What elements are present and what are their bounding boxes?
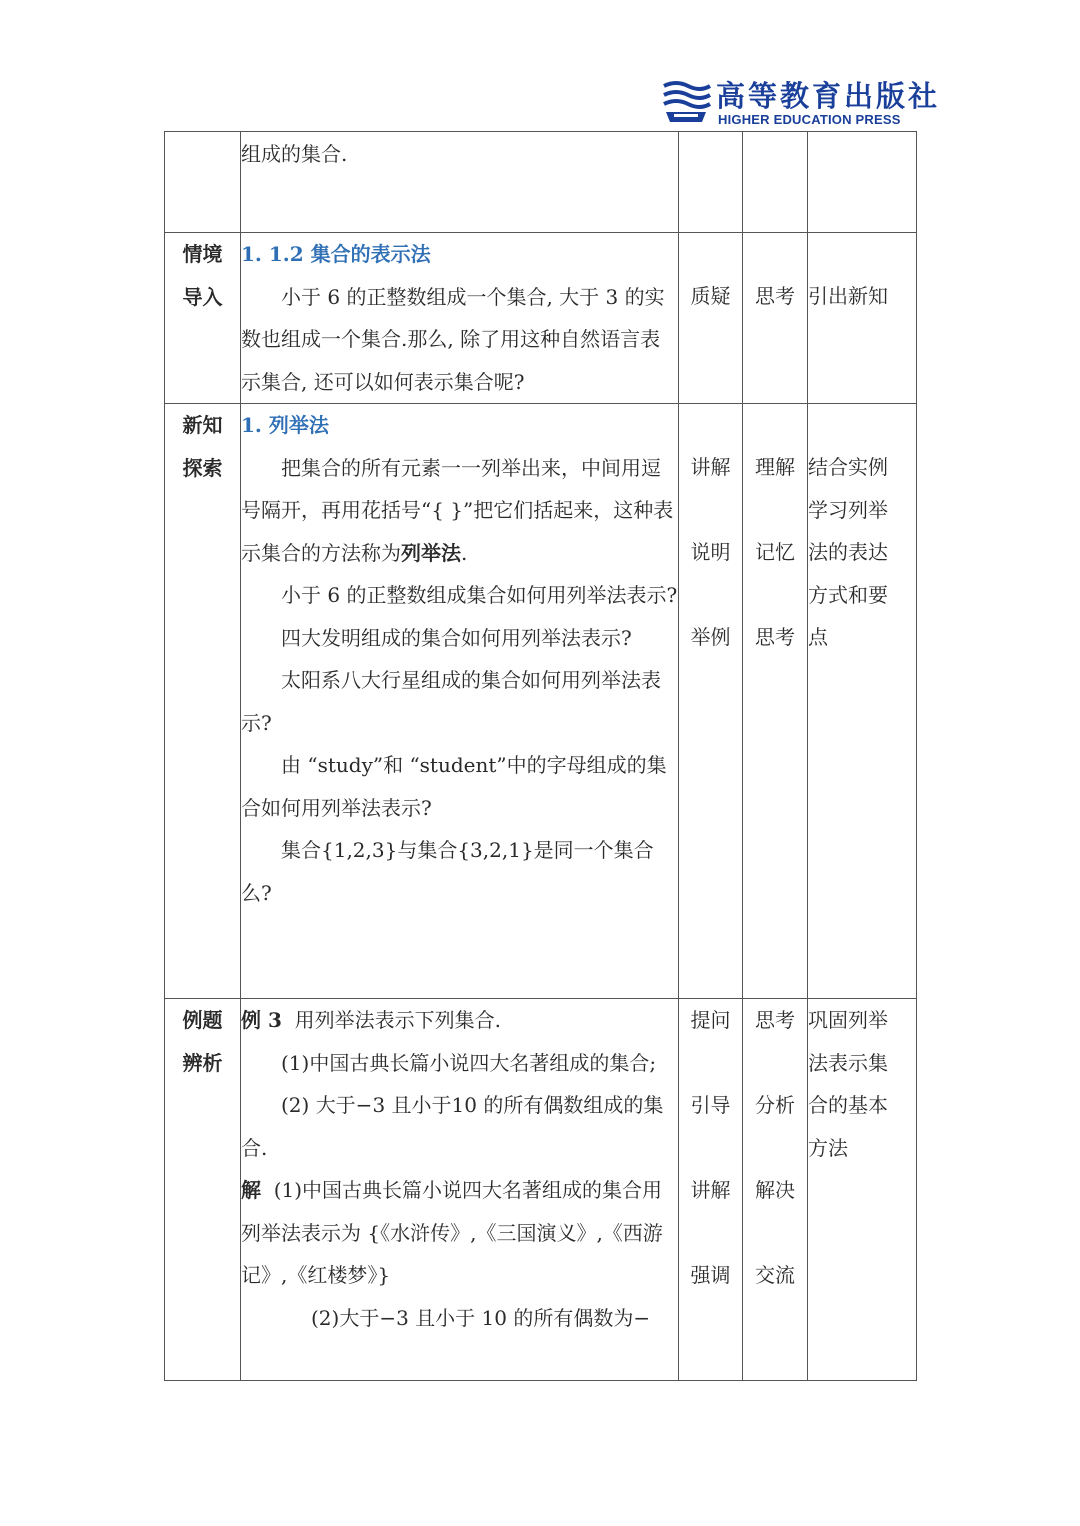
teacher-activity-cell <box>679 999 743 1381</box>
section-heading: 1. 1.2 集合的表示法 <box>241 242 431 266</box>
hep-logo-icon <box>660 78 712 124</box>
publisher-name-cn: 高等教育出版社 <box>716 79 941 113</box>
goal-text: 巩固列举法表示集合的基本方法 <box>808 1008 888 1160</box>
teacher-activity: 讲解 <box>690 1178 731 1202</box>
teacher-activity-cell <box>679 233 743 404</box>
student-activity: 解决 <box>755 1178 795 1202</box>
section-heading: 1. 列举法 <box>241 413 329 437</box>
teacher-activity-cell <box>679 132 743 233</box>
definition-paragraph <box>241 447 678 575</box>
student-activity: 分析 <box>755 1093 795 1117</box>
student-activity: 理解 <box>755 455 795 479</box>
goal-cell <box>808 999 917 1381</box>
teacher-activity: 讲解 <box>690 455 731 479</box>
teacher-activity: 引导 <box>690 1093 731 1117</box>
stage-cell <box>165 999 241 1381</box>
goal-cell <box>808 233 917 404</box>
teacher-activity-cell <box>679 404 743 999</box>
student-activity-cell <box>743 233 808 404</box>
solution-line <box>241 1169 678 1297</box>
content-cell <box>241 999 679 1381</box>
goal-cell <box>808 404 917 999</box>
table-row <box>165 233 917 404</box>
example-label: 例 3 <box>241 1008 282 1032</box>
solution-tail: (2)大于−3 且小于 10 的所有偶数为− <box>311 1305 651 1330</box>
student-activity-cell <box>743 132 808 233</box>
content-text: 组成的集合. <box>241 142 348 166</box>
table-row <box>165 404 917 999</box>
question-item: 集合{1,2,3}与集合{3,2,1}是同一个集合么? <box>241 838 654 905</box>
lesson-plan-table <box>164 131 917 1381</box>
solution-label: 解 <box>241 1178 261 1202</box>
solution-text: (1)中国古典长篇小说四大名著组成的集合用列举法表示为 {《水浒传》,《三国演义》,《西游记》,《红楼梦》} <box>241 1178 663 1287</box>
content-text: 小于 6 的正整数组成一个集合, 大于 3 的实数也组成一个集合.那么, 除了用这种自然语言表示集合, 还可以如何表示集合呢? <box>241 284 665 394</box>
stage-cell <box>165 233 241 404</box>
goal-text: 结合实例学习列举法的表达方式和要点 <box>808 455 888 649</box>
table-row <box>165 132 917 233</box>
question-item: 太阳系八大行星组成的集合如何用列举法表示? <box>241 668 661 735</box>
student-activity: 交流 <box>755 1263 795 1287</box>
question-item: 小于 6 的正整数组成集合如何用列举法表示? <box>281 583 678 607</box>
definition-term: 列举法 <box>401 540 461 565</box>
content-cell <box>241 404 679 999</box>
definition-text: 把集合的所有元素一一列举出来，中间用逗号隔开，再用花括号“{ }”把它们括起来，这种表示集合的方法称为 <box>241 455 674 565</box>
teacher-activity: 提问 <box>690 1008 731 1032</box>
content-cell <box>241 233 679 404</box>
student-activity: 思考 <box>755 284 795 308</box>
example-item: (2) 大于−3 且小于10 的所有偶数组成的集合. <box>241 1093 664 1160</box>
teacher-activity: 质疑 <box>690 284 731 308</box>
goal-cell <box>808 132 917 233</box>
content-cell <box>241 132 679 233</box>
student-activity: 思考 <box>755 625 795 649</box>
definition-end: . <box>461 540 468 565</box>
teacher-activity: 举例 <box>690 625 731 649</box>
question-item: 由 “study”和 “student”中的字母组成的集合如何用列举法表示? <box>241 753 667 820</box>
example-line <box>241 999 678 1042</box>
stage-label: 新知探索 <box>182 413 223 480</box>
student-activity-cell <box>743 999 808 1381</box>
student-activity: 记忆 <box>755 540 795 564</box>
publisher-logo <box>660 74 941 130</box>
stage-label: 情境导入 <box>182 242 223 309</box>
example-item: (1)中国古典长篇小说四大名著组成的集合; <box>281 1050 657 1075</box>
stage-cell <box>165 404 241 999</box>
question-item: 四大发明组成的集合如何用列举法表示? <box>281 625 632 650</box>
publisher-name-en: HIGHER EDUCATION PRESS <box>718 112 901 127</box>
stage-cell <box>165 132 241 233</box>
example-text: 用列举法表示下列集合. <box>294 1008 501 1032</box>
stage-label: 例题辨析 <box>182 1008 223 1075</box>
student-activity: 思考 <box>755 1008 795 1032</box>
table-row <box>165 999 917 1381</box>
goal-text: 引出新知 <box>808 284 888 308</box>
student-activity-cell <box>743 404 808 999</box>
teacher-activity: 说明 <box>690 540 731 564</box>
teacher-activity: 强调 <box>690 1263 731 1287</box>
